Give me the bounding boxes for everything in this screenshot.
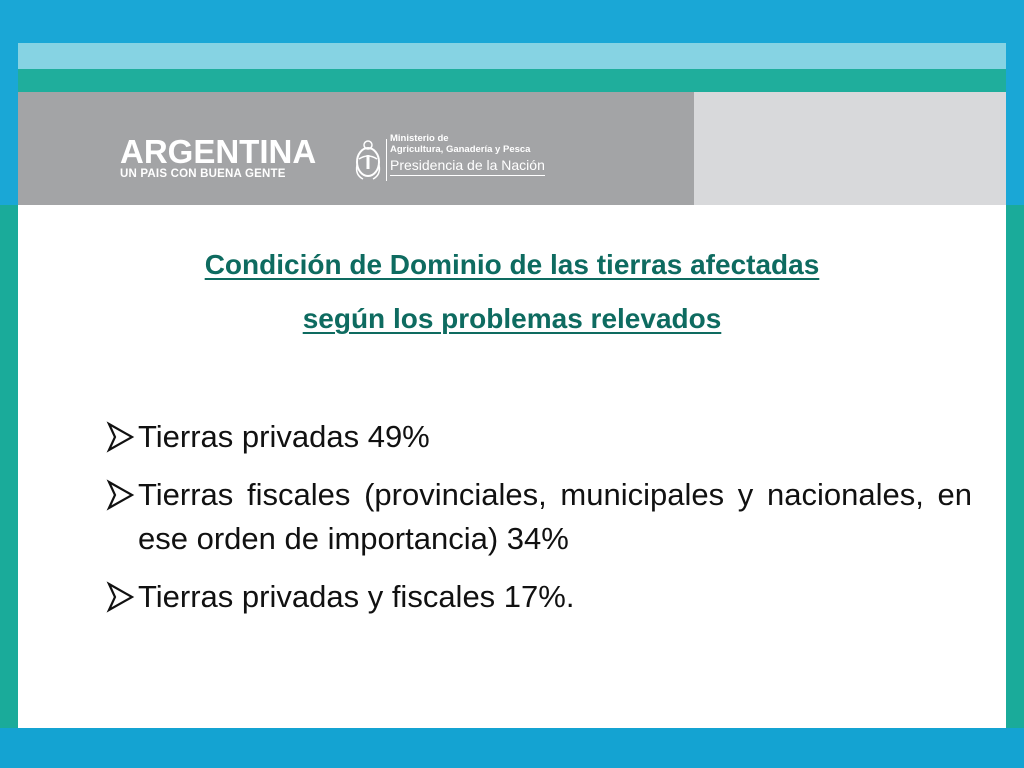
ministry-line2: Agricultura, Ganadería y Pesca bbox=[390, 144, 531, 155]
arrow-bullet-icon bbox=[106, 575, 136, 619]
bullet-text: Tierras fiscales (provinciales, municipales y nacionales, en ese orden de importancia) 34% bbox=[138, 477, 972, 556]
brand-title: ARGENTINA bbox=[120, 133, 317, 170]
argentina-logo bbox=[120, 133, 317, 181]
bullet-text: Tierras privadas 49% bbox=[138, 419, 430, 454]
bullet-item bbox=[106, 473, 972, 561]
brand-slogan: UN PAIS CON BUENA GENTE bbox=[120, 168, 286, 180]
arrow-bullet-icon bbox=[106, 415, 136, 459]
bullet-text: Tierras privadas y fiscales 17%. bbox=[138, 579, 575, 614]
national-seal-icon bbox=[353, 135, 383, 183]
title-line2: según los problemas relevados bbox=[302, 303, 722, 334]
header-banner-light bbox=[694, 92, 1006, 205]
arrow-bullet-icon bbox=[106, 473, 136, 517]
seal-divider bbox=[386, 139, 387, 181]
slide bbox=[18, 43, 1006, 728]
header-stripe-teal bbox=[18, 69, 1006, 92]
title-line1: Condición de Dominio de las tierras afectadas bbox=[204, 249, 820, 280]
ministry-line1: Ministerio de bbox=[390, 133, 449, 144]
frame-bottom-band bbox=[0, 728, 1024, 768]
header-stripe-light bbox=[18, 43, 1006, 69]
bullet-item bbox=[106, 415, 972, 459]
bullet-item bbox=[106, 575, 972, 619]
ministry-logo bbox=[390, 133, 600, 176]
ministry-line3: Presidencia de la Nación bbox=[390, 156, 545, 176]
bullet-list bbox=[106, 415, 972, 633]
slide-title bbox=[18, 238, 1006, 346]
